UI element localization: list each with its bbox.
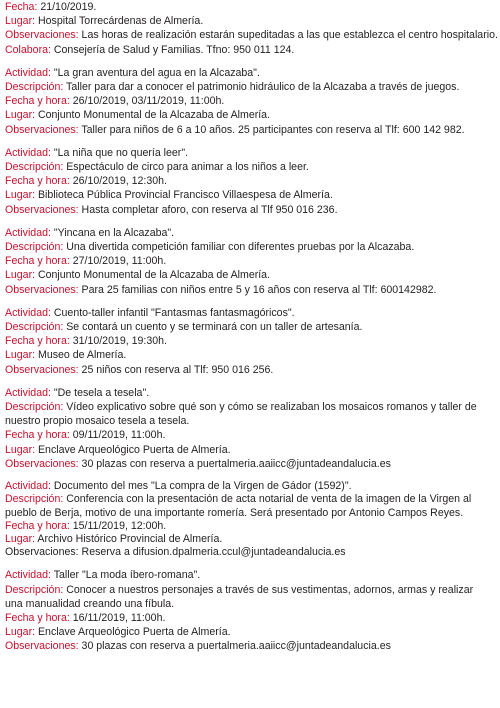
field-value: Las horas de realización estarán supeditadas a las que establezca el centro hospitalario. bbox=[78, 29, 498, 42]
field-label: Observaciones: bbox=[5, 546, 79, 559]
field-value: Enclave Arqueológico Puerta de Almería. bbox=[35, 443, 231, 456]
field-label: Actividad: bbox=[5, 480, 51, 493]
field-label: Observaciones: bbox=[5, 29, 79, 42]
field-descripcion bbox=[5, 160, 492, 174]
field-label: Observaciones: bbox=[5, 363, 79, 376]
field-observaciones bbox=[5, 546, 492, 559]
field-label: Descripción: bbox=[5, 583, 64, 596]
entry-hospital bbox=[5, 0, 498, 57]
field-label: Lugar: bbox=[5, 269, 36, 282]
field-observaciones bbox=[5, 639, 492, 653]
field-fecha-hora bbox=[5, 520, 492, 533]
field-observaciones bbox=[5, 123, 492, 137]
field-label: Fecha y hora: bbox=[5, 335, 70, 348]
field-value: Hasta completar aforo, con reserva al Tlf 950 016 236. bbox=[78, 203, 338, 216]
field-lugar bbox=[5, 14, 492, 28]
field-value: 09/11/2019, 11:00h. bbox=[69, 429, 166, 442]
entry-yincana bbox=[5, 226, 492, 297]
field-value: "La gran aventura del agua en la Alcazaba". bbox=[50, 66, 260, 79]
field-value: Taller "La moda íbero-romana". bbox=[50, 569, 201, 582]
field-descripcion bbox=[5, 80, 492, 94]
field-value: Conjunto Monumental de la Alcazaba de Almería. bbox=[35, 109, 271, 122]
entry-virgen-gador bbox=[5, 480, 492, 559]
field-lugar bbox=[5, 108, 492, 122]
field-label: Colabora: bbox=[5, 43, 51, 56]
field-label: Fecha y hora: bbox=[5, 175, 70, 188]
field-value: Una divertida competición familiar con diferentes pruebas por la Alcazaba. bbox=[63, 241, 415, 254]
entry-aventura-agua bbox=[5, 66, 492, 137]
field-value: Vídeo explicativo sobre qué son y cómo se realizaban los mosaicos romanos y taller de nuestro propio mosaico tesela a tesela. bbox=[5, 401, 477, 428]
field-value: Conferencia con la presentación de acta notarial de venta de la imagen de la Virgen al pueblo de Berja, motivo de una importante romería. Será presentado por Antonio Campos Reyes. bbox=[5, 493, 472, 519]
field-value: Documento del mes "La compra de la Virgen de Gádor (1592)". bbox=[50, 480, 352, 493]
field-value: 21/10/2019. bbox=[37, 1, 97, 13]
field-label: Descripción: bbox=[5, 161, 64, 174]
field-actividad bbox=[5, 386, 492, 400]
field-label: Lugar: bbox=[5, 626, 36, 639]
field-value: Se contará un cuento y se terminará con un taller de artesanía. bbox=[63, 321, 363, 334]
field-colabora bbox=[5, 43, 492, 57]
field-descripcion bbox=[5, 240, 492, 254]
field-actividad bbox=[5, 146, 492, 160]
field-value: Reserva a difusion.dpalmeria.ccul@juntadeandalucia.es bbox=[78, 546, 346, 559]
field-descripcion bbox=[5, 493, 492, 519]
field-label: Fecha y hora: bbox=[5, 255, 70, 268]
field-descripcion bbox=[5, 583, 492, 611]
field-value: Taller para niños de 6 a 10 años. 25 participantes con reserva al Tlf: 600 142 982. bbox=[78, 123, 465, 136]
field-label: Descripción: bbox=[5, 241, 64, 254]
field-actividad bbox=[5, 226, 492, 240]
field-label: Descripción: bbox=[5, 493, 64, 506]
field-value: Archivo Histórico Provincial de Almería. bbox=[35, 532, 223, 545]
field-value: Biblioteca Pública Provincial Francisco Villaespesa de Almería. bbox=[35, 189, 333, 202]
field-value: 30 plazas con reserva a puertalmeria.aaiicc@juntadeandalucia.es bbox=[78, 640, 391, 653]
field-label: Lugar: bbox=[5, 189, 36, 202]
field-label: Observaciones: bbox=[5, 123, 79, 136]
field-label: Descripción: bbox=[5, 401, 64, 414]
field-fecha-hora bbox=[5, 428, 492, 442]
field-value: Enclave Arqueológico Puerta de Almería. bbox=[35, 626, 231, 639]
field-label: Descripción: bbox=[5, 321, 64, 334]
field-descripcion bbox=[5, 320, 492, 334]
field-label: Lugar: bbox=[5, 349, 36, 362]
field-label: Lugar: bbox=[5, 443, 36, 456]
field-observaciones bbox=[5, 363, 492, 377]
field-lugar bbox=[5, 188, 492, 202]
field-actividad bbox=[5, 480, 492, 493]
field-observaciones bbox=[5, 203, 492, 217]
field-label: Lugar: bbox=[5, 109, 36, 122]
field-fecha-hora bbox=[5, 254, 492, 268]
field-descripcion bbox=[5, 400, 492, 428]
field-value: 16/11/2019, 11:00h. bbox=[69, 611, 166, 624]
field-label: Actividad: bbox=[5, 66, 51, 79]
field-label: Actividad: bbox=[5, 226, 51, 239]
field-label: Actividad: bbox=[5, 386, 51, 399]
entry-tesela bbox=[5, 386, 492, 471]
field-value: Hospital Torrecárdenas de Almería. bbox=[35, 15, 204, 28]
field-fecha-hora bbox=[5, 611, 492, 625]
field-label: Fecha y hora: bbox=[5, 519, 70, 532]
field-fecha-hora bbox=[5, 94, 492, 108]
entry-fantasmas bbox=[5, 306, 492, 377]
field-actividad bbox=[5, 568, 492, 582]
field-value: 30 plazas con reserva a puertalmeria.aaiicc@juntadeandalucia.es bbox=[78, 457, 391, 470]
field-label: Fecha y hora: bbox=[5, 95, 70, 108]
field-value: 27/10/2019, 11:00h. bbox=[69, 255, 167, 268]
entry-moda-ibero-romana bbox=[5, 568, 492, 653]
field-lugar bbox=[5, 533, 492, 546]
field-label: Descripción: bbox=[5, 81, 64, 94]
field-label: Actividad: bbox=[5, 569, 51, 582]
field-value: Taller para dar a conocer el patrimonio hidráulico de la Alcazaba a través de juegos. bbox=[63, 81, 460, 94]
field-value: Cuento-taller infantil "Fantasmas fantasmagóricos". bbox=[50, 306, 295, 319]
field-lugar bbox=[5, 625, 492, 639]
field-value: 31/10/2019, 19:30h. bbox=[69, 335, 167, 348]
field-value: Consejería de Salud y Familias. Tfno: 950 011 124. bbox=[50, 43, 295, 56]
field-label: Lugar: bbox=[5, 532, 36, 545]
field-value: Conocer a nuestros personajes a través de sus vestimentas, adornos, armas y realizar una manualidad creando una fíbula. bbox=[5, 583, 474, 610]
field-value: "La niña que no quería leer". bbox=[50, 146, 189, 159]
field-value: Espectáculo de circo para animar a los niños a leer. bbox=[63, 161, 309, 174]
field-label: Fecha: bbox=[5, 1, 38, 13]
field-value: 26/10/2019, 12:30h. bbox=[69, 175, 167, 188]
field-value: "De tesela a tesela". bbox=[50, 386, 150, 399]
field-observaciones bbox=[5, 28, 498, 42]
field-actividad bbox=[5, 306, 492, 320]
field-value: 15/11/2019, 12:00h. bbox=[69, 519, 167, 532]
field-value: "Yincana en la Alcazaba". bbox=[50, 226, 175, 239]
field-fecha-hora bbox=[5, 174, 492, 188]
field-label: Observaciones: bbox=[5, 640, 79, 653]
field-value: 25 niños con reserva al Tlf: 950 016 256. bbox=[78, 363, 274, 376]
field-lugar bbox=[5, 268, 492, 282]
field-label: Actividad: bbox=[5, 306, 51, 319]
field-fecha bbox=[5, 0, 492, 14]
field-label: Observaciones: bbox=[5, 283, 79, 296]
field-observaciones bbox=[5, 457, 492, 471]
field-label: Lugar: bbox=[5, 15, 36, 28]
field-value: Para 25 familias con niños entre 5 y 16 años con reserva al Tlf: 600142982. bbox=[78, 283, 437, 296]
field-label: Actividad: bbox=[5, 146, 51, 159]
field-label: Fecha y hora: bbox=[5, 429, 70, 442]
field-lugar bbox=[5, 348, 492, 362]
field-lugar bbox=[5, 443, 492, 457]
field-value: Museo de Almería. bbox=[35, 349, 127, 362]
field-label: Observaciones: bbox=[5, 457, 79, 470]
entry-nina-no-queria-leer bbox=[5, 146, 492, 217]
field-value: 26/10/2019, 03/11/2019, 11:00h. bbox=[69, 95, 225, 108]
field-actividad bbox=[5, 66, 492, 80]
field-label: Observaciones: bbox=[5, 203, 79, 216]
field-observaciones bbox=[5, 283, 492, 297]
field-value: Conjunto Monumental de la Alcazaba de Almería. bbox=[35, 269, 271, 282]
field-fecha-hora bbox=[5, 334, 492, 348]
field-label: Fecha y hora: bbox=[5, 611, 70, 624]
